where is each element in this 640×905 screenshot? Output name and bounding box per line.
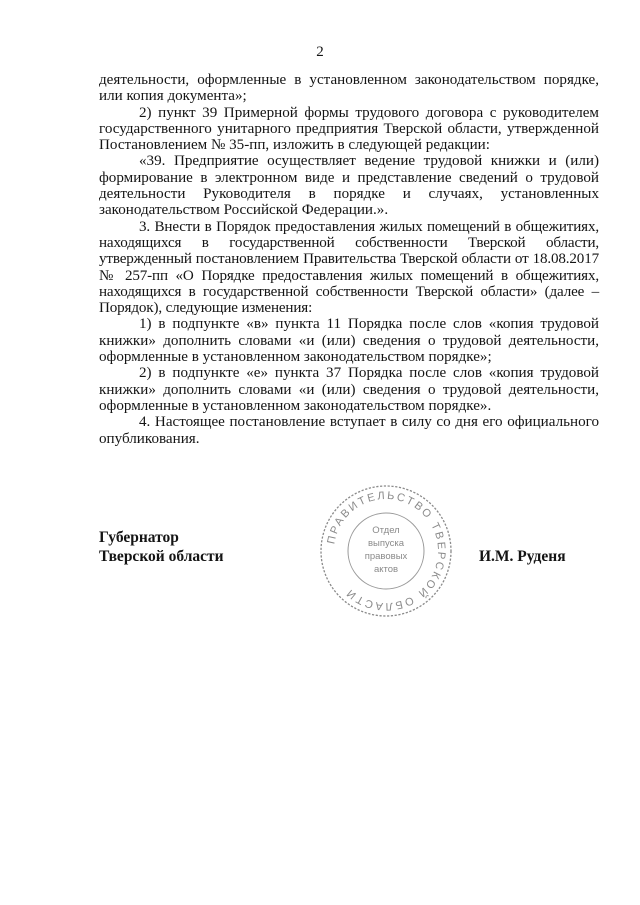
seal-inner-line-2: выпуска — [367, 538, 405, 549]
paragraph-section-3: 3. Внести в Порядок предоставления жилых помещений в общежитиях, находящихся в государственной собственности Тверской области, утвержденный постановлением Правительства Тверской области от 18.08.2017 № 257-пп «О Порядке предоставления жилых помещений в общежитиях, находящихся в государственной собственности Тверской области» (далее – Порядок), следующие изменения: — [99, 218, 599, 317]
document-body — [99, 72, 599, 447]
seal-inner-line-3: правовых — [364, 551, 408, 562]
paragraph-subitem-1: 1) в подпункте «в» пункта 11 Порядка после слов «копия трудовой книжки» дополнить словами «и (или) сведения о трудовой деятельности, оформленные в установленном законодательством порядке»; — [99, 316, 599, 366]
official-seal-stamp — [318, 483, 454, 619]
signatory-position-line1: Губернатор — [99, 529, 179, 546]
page-number: 2 — [316, 44, 324, 60]
paragraph-continuation: деятельности, оформленные в установленном законодательством порядке, или копия документа»; — [99, 72, 599, 105]
signatory-position-line2: Тверской области — [99, 548, 224, 565]
paragraph-subitem-2: 2) в подпункте «е» пункта 37 Порядка после слов «копия трудовой книжки» дополнить словами «и (или) сведения о трудовой деятельности, оформленные в установленном законодательством порядке». — [99, 365, 599, 414]
paragraph-section-4: 4. Настоящее постановление вступает в силу со дня его официального опубликования. — [99, 414, 599, 447]
seal-ring-text: ПРАВИТЕЛЬСТВО ТВЕРСКОЙ ОБЛАСТИ — [325, 489, 448, 613]
seal-inner-line-1: Отдел — [372, 525, 400, 536]
paragraph-item-2: 2) пункт 39 Примерной формы трудового договора с руководителем государственного унитарного предприятия Тверской области, утвержденной Постановлением № 35-пп, изложить в следующей редакции: — [99, 104, 599, 154]
paragraph-quote-39: «39. Предприятие осуществляет ведение трудовой книжки и (или) формирование в электронном виде и представление сведений о трудовой деятельности Руководителя в порядке и случаях, установленных законодательством Российской Федерации.». — [99, 153, 599, 219]
seal-inner-line-4: актов — [373, 564, 399, 575]
signatory-name: И.М. Руденя — [479, 548, 566, 565]
signatory-position — [99, 528, 224, 566]
